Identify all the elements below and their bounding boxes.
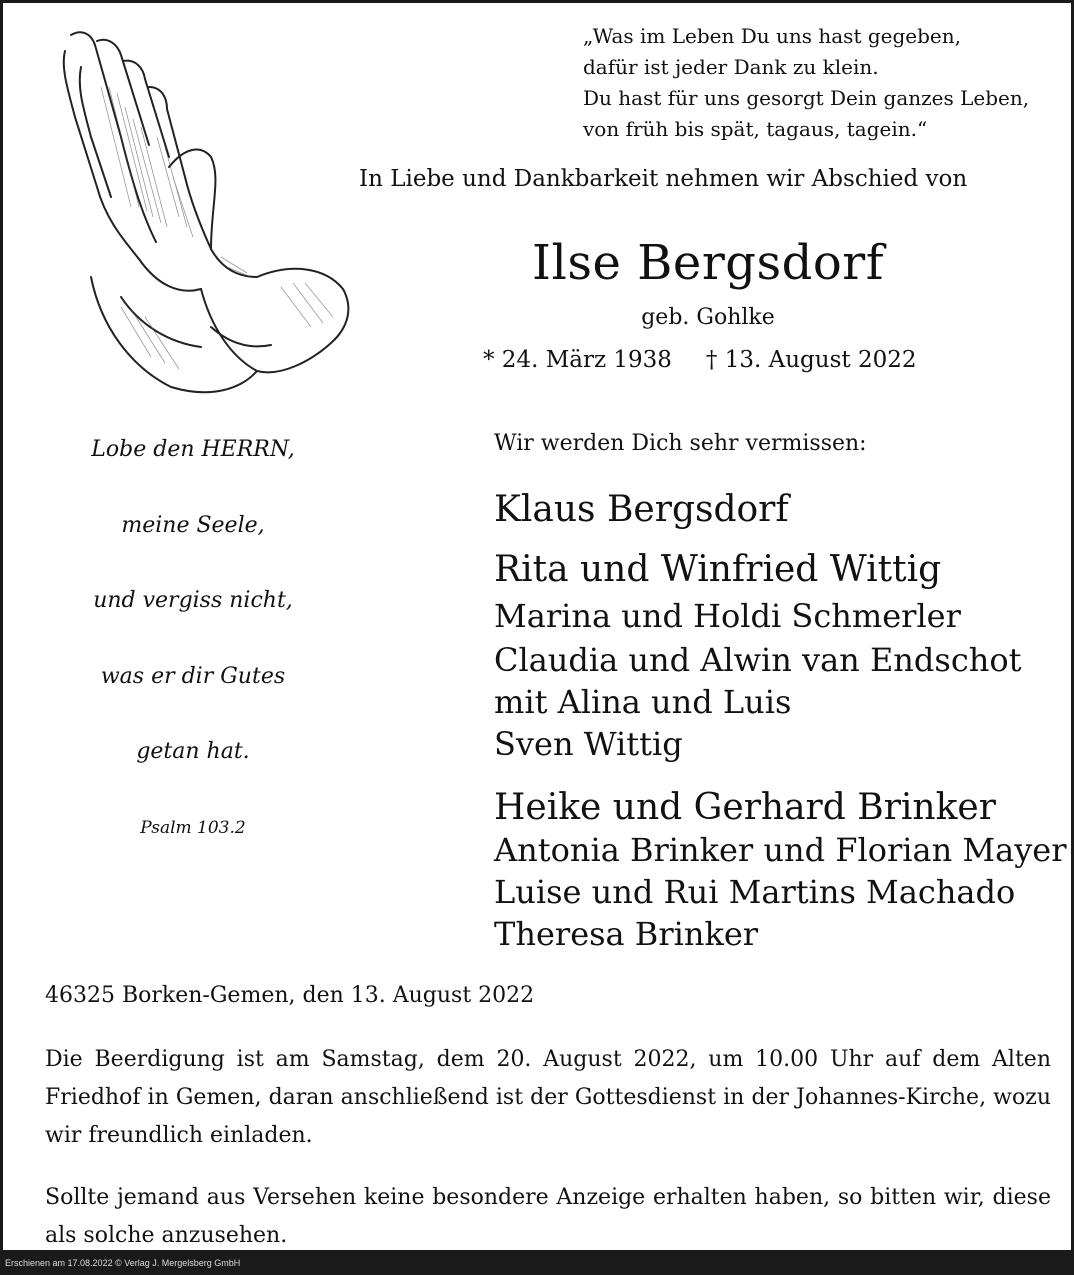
funeral-info: Die Beerdigung ist am Samstag, dem 20. August 2022, um 10.00 Uhr auf dem Alten Friedhof in Gemen, daran anschließend ist der Gottesdienst in der Johannes-Kirche, wozu wir freundlich einladen. [45, 1047, 1051, 1148]
mourner-name: Luise und Rui Martins Machado [494, 873, 1016, 911]
mourner-name: Marina und Holdi Schmerler [494, 597, 961, 635]
psalm-reference: Psalm 103.2 [140, 817, 246, 838]
publication-footer: Erschienen am 17.08.2022 © Verlag J. Mergelsberg GmbH [5, 1258, 241, 1268]
notice-info: Sollte jemand aus Versehen keine besondere Anzeige erhalten haben, so bitten wir, diese als solche anzusehen. [45, 1185, 1051, 1248]
deceased-name: Ilse Bergsdorf [532, 235, 884, 291]
obituary-notice [3, 3, 1071, 1250]
praying-hands-icon [61, 27, 355, 403]
psalm-line: Lobe den HERRN, [91, 437, 295, 462]
quote-line: „Was im Leben Du uns hast gegeben, [583, 24, 961, 48]
mourner-name: Antonia Brinker und Florian Mayer [494, 831, 1067, 869]
memorial-quote [583, 21, 1053, 145]
mourner-name: Heike und Gerhard Brinker [494, 787, 996, 828]
mourner-name: Claudia und Alwin van Endschot [494, 641, 1022, 679]
mourner-name: Sven Wittig [494, 725, 683, 763]
psalm-line: und vergiss nicht, [93, 588, 293, 613]
farewell-intro: In Liebe und Dankbarkeit nehmen wir Abschied von [359, 166, 968, 192]
quote-line: dafür ist jeder Dank zu klein. [583, 55, 879, 79]
psalm-line: getan hat. [136, 739, 250, 764]
mourner-name: Klaus Bergsdorf [494, 489, 789, 530]
place-date: 46325 Borken-Gemen, den 13. August 2022 [45, 983, 535, 1008]
psalm-line: was er dir Gutes [100, 663, 286, 689]
life-dates [483, 347, 916, 373]
quote-line: von früh bis spät, tagaus, tagein.“ [583, 117, 928, 141]
mourner-name: mit Alina und Luis [494, 683, 792, 721]
birth-date: * 24. März 1938 [483, 347, 672, 373]
mourner-name: Theresa Brinker [494, 915, 759, 953]
psalm-verse [43, 431, 343, 847]
death-date: † 13. August 2022 [705, 347, 917, 373]
birth-name: geb. Gohlke [641, 305, 775, 330]
mourner-name: Rita und Winfried Wittig [494, 549, 942, 590]
quote-line: Du hast für uns gesorgt Dein ganzes Leben, [583, 86, 1030, 110]
mourners-intro: Wir werden Dich sehr vermissen: [494, 431, 867, 456]
psalm-line: meine Seele, [121, 512, 265, 538]
